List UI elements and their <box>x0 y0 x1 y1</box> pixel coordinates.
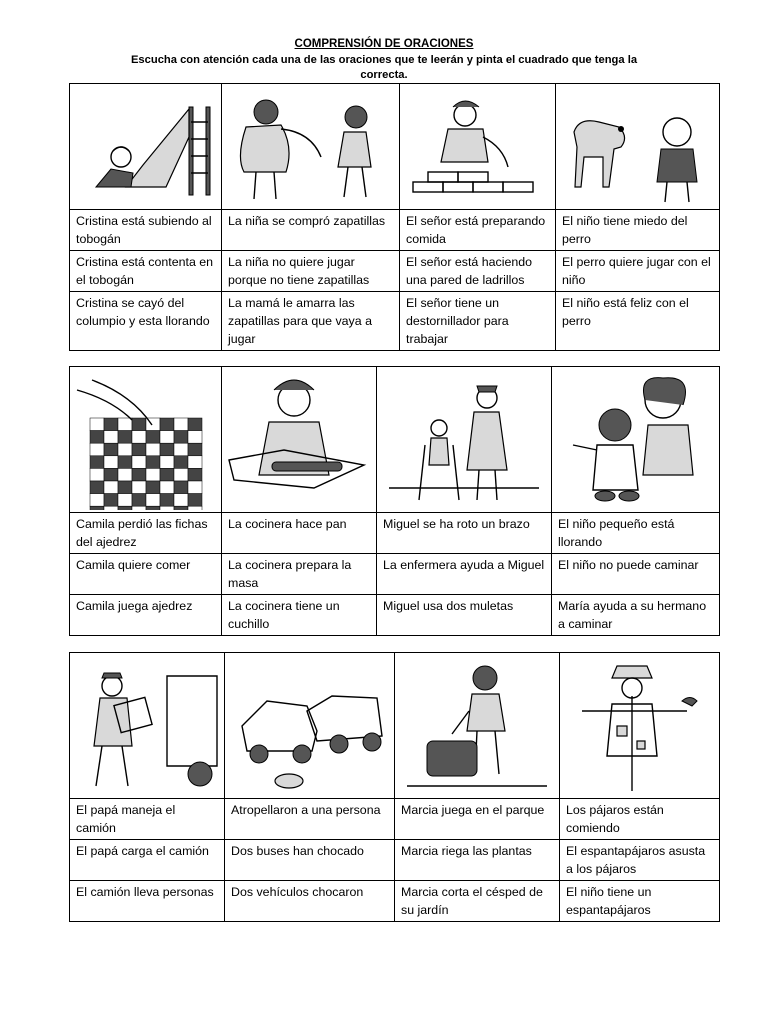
man-laying-bricks-icon <box>403 87 553 207</box>
option-box[interactable]: El niño tiene un espantapájaros <box>560 881 720 922</box>
image-cell <box>70 84 222 210</box>
option-box[interactable]: La cocinera prepara la masa <box>222 554 377 595</box>
chess-board-icon <box>72 370 220 510</box>
option-box[interactable]: El señor tiene un destornillador para trabajar <box>400 292 556 351</box>
option-box[interactable]: Miguel usa dos muletas <box>377 595 552 636</box>
option-box[interactable]: La niña se compró zapatillas <box>222 210 400 251</box>
image-cell <box>70 367 222 513</box>
option-box[interactable]: Camila perdió las fichas del ajedrez <box>70 513 222 554</box>
option-box[interactable]: El camión lleva personas <box>70 881 225 922</box>
image-cell <box>395 653 560 799</box>
option-box[interactable]: María ayuda a su hermano a caminar <box>552 595 720 636</box>
exercise-block-2 <box>69 366 720 636</box>
option-box[interactable]: El niño tiene miedo del perro <box>556 210 720 251</box>
girl-on-slide-icon <box>71 87 221 207</box>
option-box[interactable]: Miguel se ha roto un brazo <box>377 513 552 554</box>
option-box[interactable]: El papá carga el camión <box>70 840 225 881</box>
option-box[interactable]: Los pájaros están comiendo <box>560 799 720 840</box>
exercise-block-3 <box>69 652 720 922</box>
man-loading-truck-icon <box>72 656 222 796</box>
option-box[interactable]: La niña no quiere jugar porque no tiene zapatillas <box>222 251 400 292</box>
option-box[interactable]: El niño pequeño está llorando <box>552 513 720 554</box>
option-box[interactable]: Camila juega ajedrez <box>70 595 222 636</box>
image-cell <box>400 84 556 210</box>
option-box[interactable]: La enfermera ayuda a Miguel <box>377 554 552 595</box>
exercise-block-1 <box>69 83 720 351</box>
option-box[interactable]: El señor está preparando comida <box>400 210 556 251</box>
option-box[interactable]: Marcia riega las plantas <box>395 840 560 881</box>
girl-helping-toddler-walk-icon <box>553 370 718 510</box>
option-box[interactable]: Dos vehículos chocaron <box>225 881 395 922</box>
scarecrow-with-bird-icon <box>562 656 717 796</box>
option-box[interactable]: El niño no puede caminar <box>552 554 720 595</box>
option-box[interactable]: Marcia juega en el parque <box>395 799 560 840</box>
image-cell <box>222 367 377 513</box>
image-cell <box>377 367 552 513</box>
option-box[interactable]: Camila quiere comer <box>70 554 222 595</box>
instructions: Escucha con atención cada una de las oraciones que te leerán y pinta el cuadrado que tenga la correcta. <box>130 54 638 81</box>
option-box[interactable]: Cristina está contenta en el tobogán <box>70 251 222 292</box>
option-box[interactable]: Atropellaron a una persona <box>225 799 395 840</box>
option-box[interactable]: La cocinera tiene un cuchillo <box>222 595 377 636</box>
option-box[interactable]: Cristina está subiendo al tobogán <box>70 210 222 251</box>
mother-tying-shoes-icon <box>226 87 396 207</box>
image-cell <box>222 84 400 210</box>
woman-mowing-lawn-icon <box>397 656 557 796</box>
option-box[interactable]: Marcia corta el césped de su jardín <box>395 881 560 922</box>
image-cell <box>225 653 395 799</box>
image-cell <box>560 653 720 799</box>
crashed-cars-icon <box>227 656 392 796</box>
option-box[interactable]: El niño está feliz con el perro <box>556 292 720 351</box>
option-box[interactable]: El papá maneja el camión <box>70 799 225 840</box>
option-box[interactable]: La cocinera hace pan <box>222 513 377 554</box>
option-box[interactable]: La mamá le amarra las zapatillas para que vaya a jugar <box>222 292 400 351</box>
option-box[interactable]: El espantapájaros asusta a los pájaros <box>560 840 720 881</box>
option-box[interactable]: El perro quiere jugar con el niño <box>556 251 720 292</box>
image-cell <box>70 653 225 799</box>
page-title: COMPRENSIÓN DE ORACIONES <box>294 38 474 50</box>
image-cell <box>552 367 720 513</box>
boy-scared-of-dog-icon <box>559 87 717 207</box>
image-cell <box>556 84 720 210</box>
option-box[interactable]: Cristina se cayó del columpio y esta llorando <box>70 292 222 351</box>
girl-with-rolling-pin-icon <box>224 370 374 510</box>
nurse-helping-boy-crutches-icon <box>379 370 549 510</box>
option-box[interactable]: El señor está haciendo una pared de ladrillos <box>400 251 556 292</box>
option-box[interactable]: Dos buses han chocado <box>225 840 395 881</box>
